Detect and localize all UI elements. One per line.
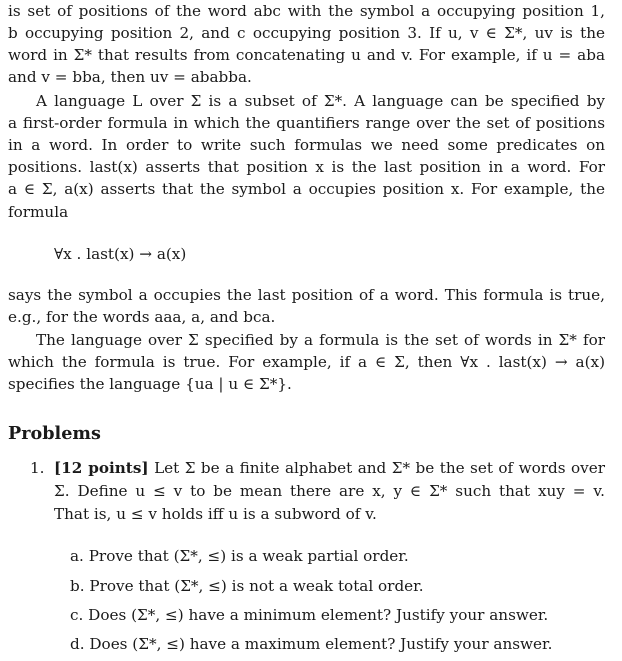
text-line: and v = bba, then uv = ababba. bbox=[8, 68, 252, 86]
problem-part-a: a. Prove that (Σ*, ≤) is a weak partial order. bbox=[70, 547, 409, 565]
problem-text-line bbox=[54, 457, 605, 479]
problem-text-line: Σ. Define u ≤ v to be mean there are x, y ∈ Σ* such that xuy = v. bbox=[54, 482, 605, 500]
text-line: which the formula is true. For example, if a ∈ Σ, then ∀x . last(x) → a(x) bbox=[8, 353, 605, 371]
section-heading-problems: Problems bbox=[8, 423, 101, 444]
text-line: is set of positions of the word abc with the symbol a occupying position 1, bbox=[8, 2, 605, 20]
text-line: The language over Σ specified by a formula is the set of words in Σ* for bbox=[36, 331, 605, 349]
problem-points: [12 points] bbox=[54, 459, 149, 477]
display-formula: ∀x . last(x) → a(x) bbox=[54, 245, 187, 263]
text-line: formula bbox=[8, 203, 69, 221]
problem-text-line: That is, u ≤ v holds iff u is a subword of v. bbox=[54, 505, 377, 523]
text-line: A language L over Σ is a subset of Σ*. A language can be specified by bbox=[36, 92, 605, 110]
text-line: a first-order formula in which the quantifiers range over the set of positions bbox=[8, 114, 605, 132]
problem-part-c: c. Does (Σ*, ≤) have a minimum element? Justify your answer. bbox=[70, 606, 549, 624]
text-line: e.g., for the words aaa, a, and bca. bbox=[8, 308, 276, 326]
text-line: b occupying position 2, and c occupying position 3. If u, v ∈ Σ*, uv is the bbox=[8, 24, 605, 42]
text-line: positions. last(x) asserts that position x is the last position in a word. For bbox=[8, 158, 605, 176]
problem-part-b: b. Prove that (Σ*, ≤) is not a weak total order. bbox=[70, 577, 424, 595]
problem-part-d: d. Does (Σ*, ≤) have a maximum element? Justify your answer. bbox=[70, 635, 553, 653]
text-line: specifies the language {ua | u ∈ Σ*}. bbox=[8, 375, 292, 393]
text-line: says the symbol a occupies the last position of a word. This formula is true, bbox=[8, 286, 605, 304]
text-line: word in Σ* that results from concatenating u and v. For example, if u = aba bbox=[8, 46, 605, 64]
text-line: in a word. In order to write such formulas we need some predicates on bbox=[8, 136, 605, 154]
text-line: a ∈ Σ, a(x) asserts that the symbol a occupies position x. For example, the bbox=[8, 180, 605, 198]
problem-number: 1. bbox=[30, 459, 45, 477]
problem-statement: Let Σ be a finite alphabet and Σ* be the set of words over bbox=[154, 459, 606, 477]
